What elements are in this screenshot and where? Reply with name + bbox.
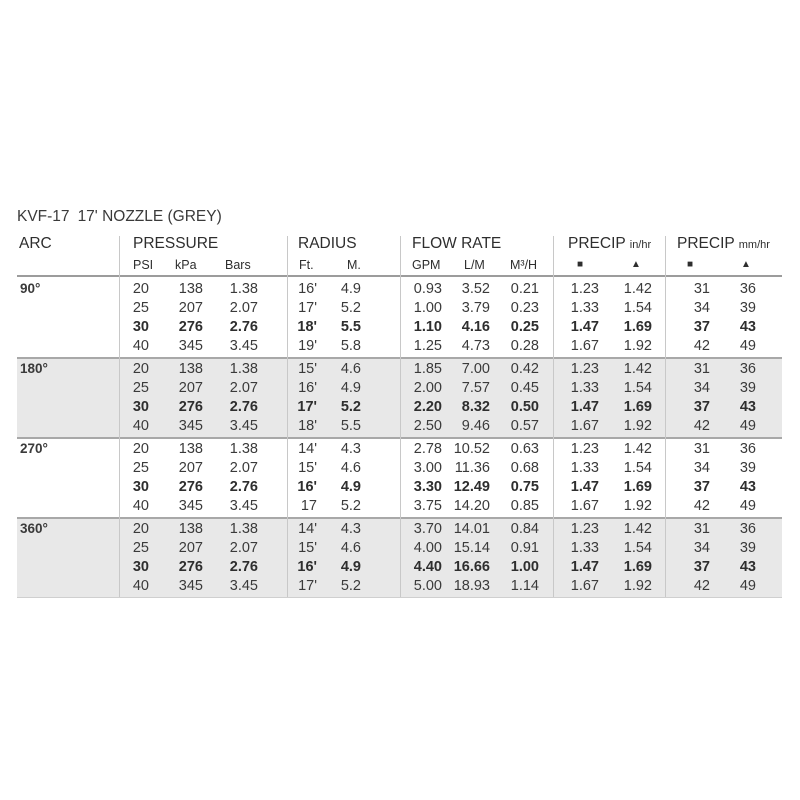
cell-m3h: 1.14: [510, 578, 539, 594]
arc-header: ARC: [19, 235, 52, 252]
column-divider: [553, 236, 554, 597]
cell-precip-mm-square: 37: [693, 399, 710, 415]
cell-precip-mm-triangle: 39: [739, 300, 756, 316]
cell-bars: 2.07: [229, 380, 258, 396]
cell-precip-in-triangle: 1.42: [623, 521, 652, 537]
cell-radius-m: 5.2: [340, 498, 361, 514]
square-icon: ■: [687, 259, 694, 270]
cell-precip-mm-triangle: 39: [739, 460, 756, 476]
cell-precip-mm-square: 42: [693, 418, 710, 434]
cell-kpa: 276: [178, 479, 203, 495]
column-divider: [287, 236, 288, 597]
cell-gpm: 3.30: [413, 479, 442, 495]
cell-radius-m: 5.8: [340, 338, 361, 354]
cell-m3h: 1.00: [510, 559, 539, 575]
cell-lm: 7.57: [461, 380, 490, 396]
cell-psi: 20: [132, 441, 149, 457]
cell-radius-m: 4.3: [340, 521, 361, 537]
cell-radius-m: 4.6: [340, 540, 361, 556]
cell-precip-in-triangle: 1.54: [623, 380, 652, 396]
cell-bars: 2.07: [229, 540, 258, 556]
cell-psi: 30: [132, 319, 149, 335]
cell-bars: 1.38: [229, 361, 258, 377]
cell-radius-ft: 16': [297, 479, 317, 495]
cell-radius-m: 5.2: [340, 399, 361, 415]
cell-m3h: 0.84: [510, 521, 539, 537]
cell-psi: 40: [132, 498, 149, 514]
cell-precip-mm-triangle: 39: [739, 540, 756, 556]
cell-kpa: 207: [178, 540, 203, 556]
cell-precip-in-square: 1.47: [570, 559, 599, 575]
cell-precip-mm-square: 34: [693, 460, 710, 476]
cell-precip-mm-square: 34: [693, 380, 710, 396]
cell-gpm: 3.00: [413, 460, 442, 476]
m-subheader: M.: [347, 258, 361, 272]
cell-lm: 14.01: [453, 521, 490, 537]
cell-precip-in-triangle: 1.42: [623, 281, 652, 297]
column-divider: [665, 236, 666, 597]
cell-radius-m: 4.9: [340, 479, 361, 495]
cell-radius-ft: 17': [298, 578, 317, 594]
pressure-header: PRESSURE: [133, 235, 219, 252]
cell-radius-ft: 16': [297, 559, 317, 575]
cell-gpm: 4.40: [413, 559, 442, 575]
arc-label: 360°: [20, 521, 48, 536]
cell-kpa: 138: [178, 361, 203, 377]
cell-precip-in-triangle: 1.69: [623, 559, 652, 575]
cell-bars: 2.76: [229, 319, 258, 335]
cell-precip-mm-square: 37: [693, 319, 710, 335]
precip-in-unit: in/hr: [629, 239, 652, 251]
cell-radius-ft: 16': [298, 380, 317, 396]
cell-gpm: 1.25: [413, 338, 442, 354]
bars-subheader: Bars: [225, 258, 251, 272]
cell-gpm: 1.10: [413, 319, 442, 335]
cell-precip-mm-triangle: 36: [739, 521, 756, 537]
cell-precip-mm-square: 31: [693, 441, 710, 457]
cell-precip-in-triangle: 1.54: [623, 460, 652, 476]
cell-precip-mm-square: 42: [693, 338, 710, 354]
cell-kpa: 138: [178, 281, 203, 297]
cell-kpa: 276: [178, 319, 203, 335]
cell-precip-mm-square: 31: [693, 521, 710, 537]
cell-m3h: 0.85: [510, 498, 539, 514]
gpm-subheader: GPM: [412, 258, 441, 272]
lm-subheader: L/M: [464, 258, 485, 272]
cell-precip-mm-square: 37: [693, 479, 710, 495]
triangle-icon: ▲: [631, 259, 641, 270]
cell-radius-m: 5.5: [340, 319, 361, 335]
cell-precip-in-square: 1.33: [570, 460, 599, 476]
cell-radius-ft: 17': [297, 399, 317, 415]
precip-in-header: [568, 235, 651, 253]
cell-m3h: 0.63: [510, 441, 539, 457]
cell-precip-in-square: 1.23: [570, 281, 599, 297]
cell-precip-mm-triangle: 43: [739, 559, 756, 575]
cell-radius-ft: 14': [298, 521, 317, 537]
cell-m3h: 0.21: [510, 281, 539, 297]
cell-bars: 2.76: [229, 559, 258, 575]
cell-precip-mm-square: 34: [693, 300, 710, 316]
cell-precip-in-square: 1.23: [570, 521, 599, 537]
cell-precip-in-square: 1.47: [570, 319, 599, 335]
precip-mm-header: [677, 235, 770, 253]
cell-precip-mm-triangle: 49: [739, 578, 756, 594]
cell-psi: 25: [132, 460, 149, 476]
precip-in-label: PRECIP: [568, 235, 626, 252]
cell-radius-m: 4.9: [340, 380, 361, 396]
cell-gpm: 4.00: [413, 540, 442, 556]
cell-precip-in-triangle: 1.92: [623, 338, 652, 354]
cell-radius-ft: 14': [298, 441, 317, 457]
cell-precip-in-triangle: 1.69: [623, 319, 652, 335]
cell-psi: 25: [132, 540, 149, 556]
cell-m3h: 0.28: [510, 338, 539, 354]
cell-bars: 2.07: [229, 300, 258, 316]
cell-lm: 8.32: [461, 399, 490, 415]
cell-precip-in-triangle: 1.54: [623, 300, 652, 316]
cell-precip-in-square: 1.33: [570, 300, 599, 316]
cell-psi: 40: [132, 578, 149, 594]
cell-kpa: 345: [178, 418, 203, 434]
cell-precip-in-square: 1.23: [570, 441, 599, 457]
cell-radius-m: 5.5: [340, 418, 361, 434]
precip-mm-unit: mm/hr: [738, 239, 770, 251]
cell-precip-in-square: 1.67: [570, 338, 599, 354]
cell-precip-in-triangle: 1.92: [623, 418, 652, 434]
cell-precip-in-square: 1.47: [570, 479, 599, 495]
cell-bars: 3.45: [229, 578, 258, 594]
cell-gpm: 2.50: [413, 418, 442, 434]
cell-lm: 7.00: [461, 361, 490, 377]
cell-psi: 20: [132, 361, 149, 377]
cell-radius-m: 4.9: [340, 281, 361, 297]
cell-precip-mm-triangle: 36: [739, 441, 756, 457]
cell-kpa: 207: [178, 380, 203, 396]
cell-bars: 1.38: [229, 441, 258, 457]
cell-psi: 30: [132, 399, 149, 415]
cell-m3h: 0.75: [510, 479, 539, 495]
cell-psi: 40: [132, 418, 149, 434]
cell-lm: 11.36: [454, 460, 490, 476]
cell-m3h: 0.57: [510, 418, 539, 434]
cell-bars: 2.76: [229, 479, 258, 495]
cell-precip-in-square: 1.67: [570, 498, 599, 514]
cell-psi: 40: [132, 338, 149, 354]
nozzle-name: 17' NOZZLE (GREY): [77, 208, 222, 225]
column-divider: [400, 236, 401, 597]
cell-radius-ft: 17: [300, 498, 317, 514]
cell-radius-ft: 15': [298, 460, 317, 476]
cell-precip-mm-triangle: 43: [739, 319, 756, 335]
cell-radius-ft: 19': [298, 338, 317, 354]
flow-rate-header: FLOW RATE: [412, 235, 502, 252]
cell-gpm: 2.78: [413, 441, 442, 457]
cell-kpa: 138: [178, 441, 203, 457]
column-divider: [119, 236, 120, 597]
cell-kpa: 345: [178, 578, 203, 594]
cell-radius-ft: 15': [298, 361, 317, 377]
cell-precip-mm-triangle: 49: [739, 338, 756, 354]
cell-m3h: 0.91: [510, 540, 539, 556]
cell-lm: 10.52: [453, 441, 490, 457]
cell-precip-mm-square: 42: [693, 578, 710, 594]
cell-precip-in-square: 1.23: [570, 361, 599, 377]
cell-precip-mm-triangle: 43: [739, 479, 756, 495]
cell-precip-in-triangle: 1.92: [623, 578, 652, 594]
radius-header: RADIUS: [298, 235, 357, 252]
cell-kpa: 345: [178, 498, 203, 514]
cell-lm: 3.79: [461, 300, 490, 316]
cell-psi: 30: [132, 559, 149, 575]
cell-radius-m: 4.9: [340, 559, 361, 575]
cell-lm: 16.66: [453, 559, 490, 575]
cell-radius-m: 4.3: [340, 441, 361, 457]
cell-m3h: 0.42: [510, 361, 539, 377]
cell-precip-in-square: 1.33: [570, 380, 599, 396]
cell-radius-ft: 18': [298, 418, 317, 434]
cell-precip-in-square: 1.47: [570, 399, 599, 415]
cell-bars: 2.07: [229, 460, 258, 476]
cell-kpa: 207: [178, 300, 203, 316]
cell-radius-m: 4.6: [340, 361, 361, 377]
cell-bars: 1.38: [229, 521, 258, 537]
cell-m3h: 0.23: [510, 300, 539, 316]
table-bottom-rule: [17, 597, 782, 598]
kpa-subheader: kPa: [175, 258, 197, 272]
cell-precip-in-triangle: 1.42: [623, 441, 652, 457]
cell-radius-ft: 17': [298, 300, 317, 316]
cell-radius-ft: 16': [298, 281, 317, 297]
cell-lm: 3.52: [461, 281, 490, 297]
cell-kpa: 207: [178, 460, 203, 476]
cell-kpa: 138: [178, 521, 203, 537]
cell-gpm: 1.85: [413, 361, 442, 377]
cell-radius-m: 4.6: [340, 460, 361, 476]
cell-lm: 14.20: [453, 498, 490, 514]
cell-precip-in-triangle: 1.69: [623, 479, 652, 495]
cell-precip-mm-triangle: 43: [739, 399, 756, 415]
cell-kpa: 345: [178, 338, 203, 354]
cell-psi: 25: [132, 380, 149, 396]
psi-subheader: PSI: [133, 258, 154, 272]
cell-kpa: 276: [178, 399, 203, 415]
cell-lm: 18.93: [453, 578, 490, 594]
cell-precip-in-triangle: 1.92: [623, 498, 652, 514]
ft-subheader: Ft.: [299, 258, 314, 272]
cell-kpa: 276: [178, 559, 203, 575]
cell-precip-mm-square: 31: [693, 361, 710, 377]
cell-precip-in-square: 1.33: [570, 540, 599, 556]
cell-bars: 2.76: [229, 399, 258, 415]
arc-label: 270°: [20, 441, 48, 456]
cell-lm: 4.73: [461, 338, 490, 354]
cell-precip-in-triangle: 1.54: [623, 540, 652, 556]
cell-precip-in-triangle: 1.42: [623, 361, 652, 377]
cell-gpm: 5.00: [413, 578, 442, 594]
cell-psi: 25: [132, 300, 149, 316]
arc-label: 180°: [20, 361, 48, 376]
cell-gpm: 2.00: [413, 380, 442, 396]
model-name: KVF-17: [17, 208, 70, 225]
cell-bars: 3.45: [229, 338, 258, 354]
cell-m3h: 0.45: [510, 380, 539, 396]
square-icon: ■: [577, 259, 584, 270]
cell-precip-in-square: 1.67: [570, 578, 599, 594]
cell-m3h: 0.68: [510, 460, 539, 476]
cell-precip-mm-triangle: 49: [739, 418, 756, 434]
cell-psi: 20: [132, 281, 149, 297]
cell-lm: 12.49: [453, 479, 490, 495]
cell-precip-mm-triangle: 39: [739, 380, 756, 396]
cell-gpm: 3.75: [413, 498, 442, 514]
cell-gpm: 3.70: [413, 521, 442, 537]
triangle-icon: ▲: [741, 259, 751, 270]
cell-precip-mm-square: 42: [693, 498, 710, 514]
cell-m3h: 0.50: [510, 399, 539, 415]
cell-psi: 20: [132, 521, 149, 537]
cell-precip-mm-square: 31: [693, 281, 710, 297]
cell-radius-m: 5.2: [340, 300, 361, 316]
cell-bars: 3.45: [229, 498, 258, 514]
cell-precip-mm-triangle: 36: [739, 361, 756, 377]
cell-radius-ft: 18': [297, 319, 317, 335]
table-title: [17, 208, 230, 226]
cell-lm: 4.16: [461, 319, 490, 335]
cell-gpm: 0.93: [413, 281, 442, 297]
cell-precip-mm-square: 37: [693, 559, 710, 575]
cell-m3h: 0.25: [510, 319, 539, 335]
cell-bars: 1.38: [229, 281, 258, 297]
m3h-subheader: M³/H: [510, 258, 538, 272]
cell-lm: 15.14: [453, 540, 490, 556]
cell-lm: 9.46: [461, 418, 490, 434]
cell-bars: 3.45: [229, 418, 258, 434]
cell-precip-in-square: 1.67: [570, 418, 599, 434]
cell-precip-mm-triangle: 49: [739, 498, 756, 514]
cell-precip-mm-triangle: 36: [739, 281, 756, 297]
cell-psi: 30: [132, 479, 149, 495]
cell-radius-m: 5.2: [340, 578, 361, 594]
cell-precip-mm-square: 34: [693, 540, 710, 556]
arc-label: 90°: [20, 281, 41, 296]
cell-precip-in-triangle: 1.69: [623, 399, 652, 415]
cell-gpm: 1.00: [413, 300, 442, 316]
precip-mm-label: PRECIP: [677, 235, 735, 252]
cell-gpm: 2.20: [413, 399, 442, 415]
cell-radius-ft: 15': [298, 540, 317, 556]
